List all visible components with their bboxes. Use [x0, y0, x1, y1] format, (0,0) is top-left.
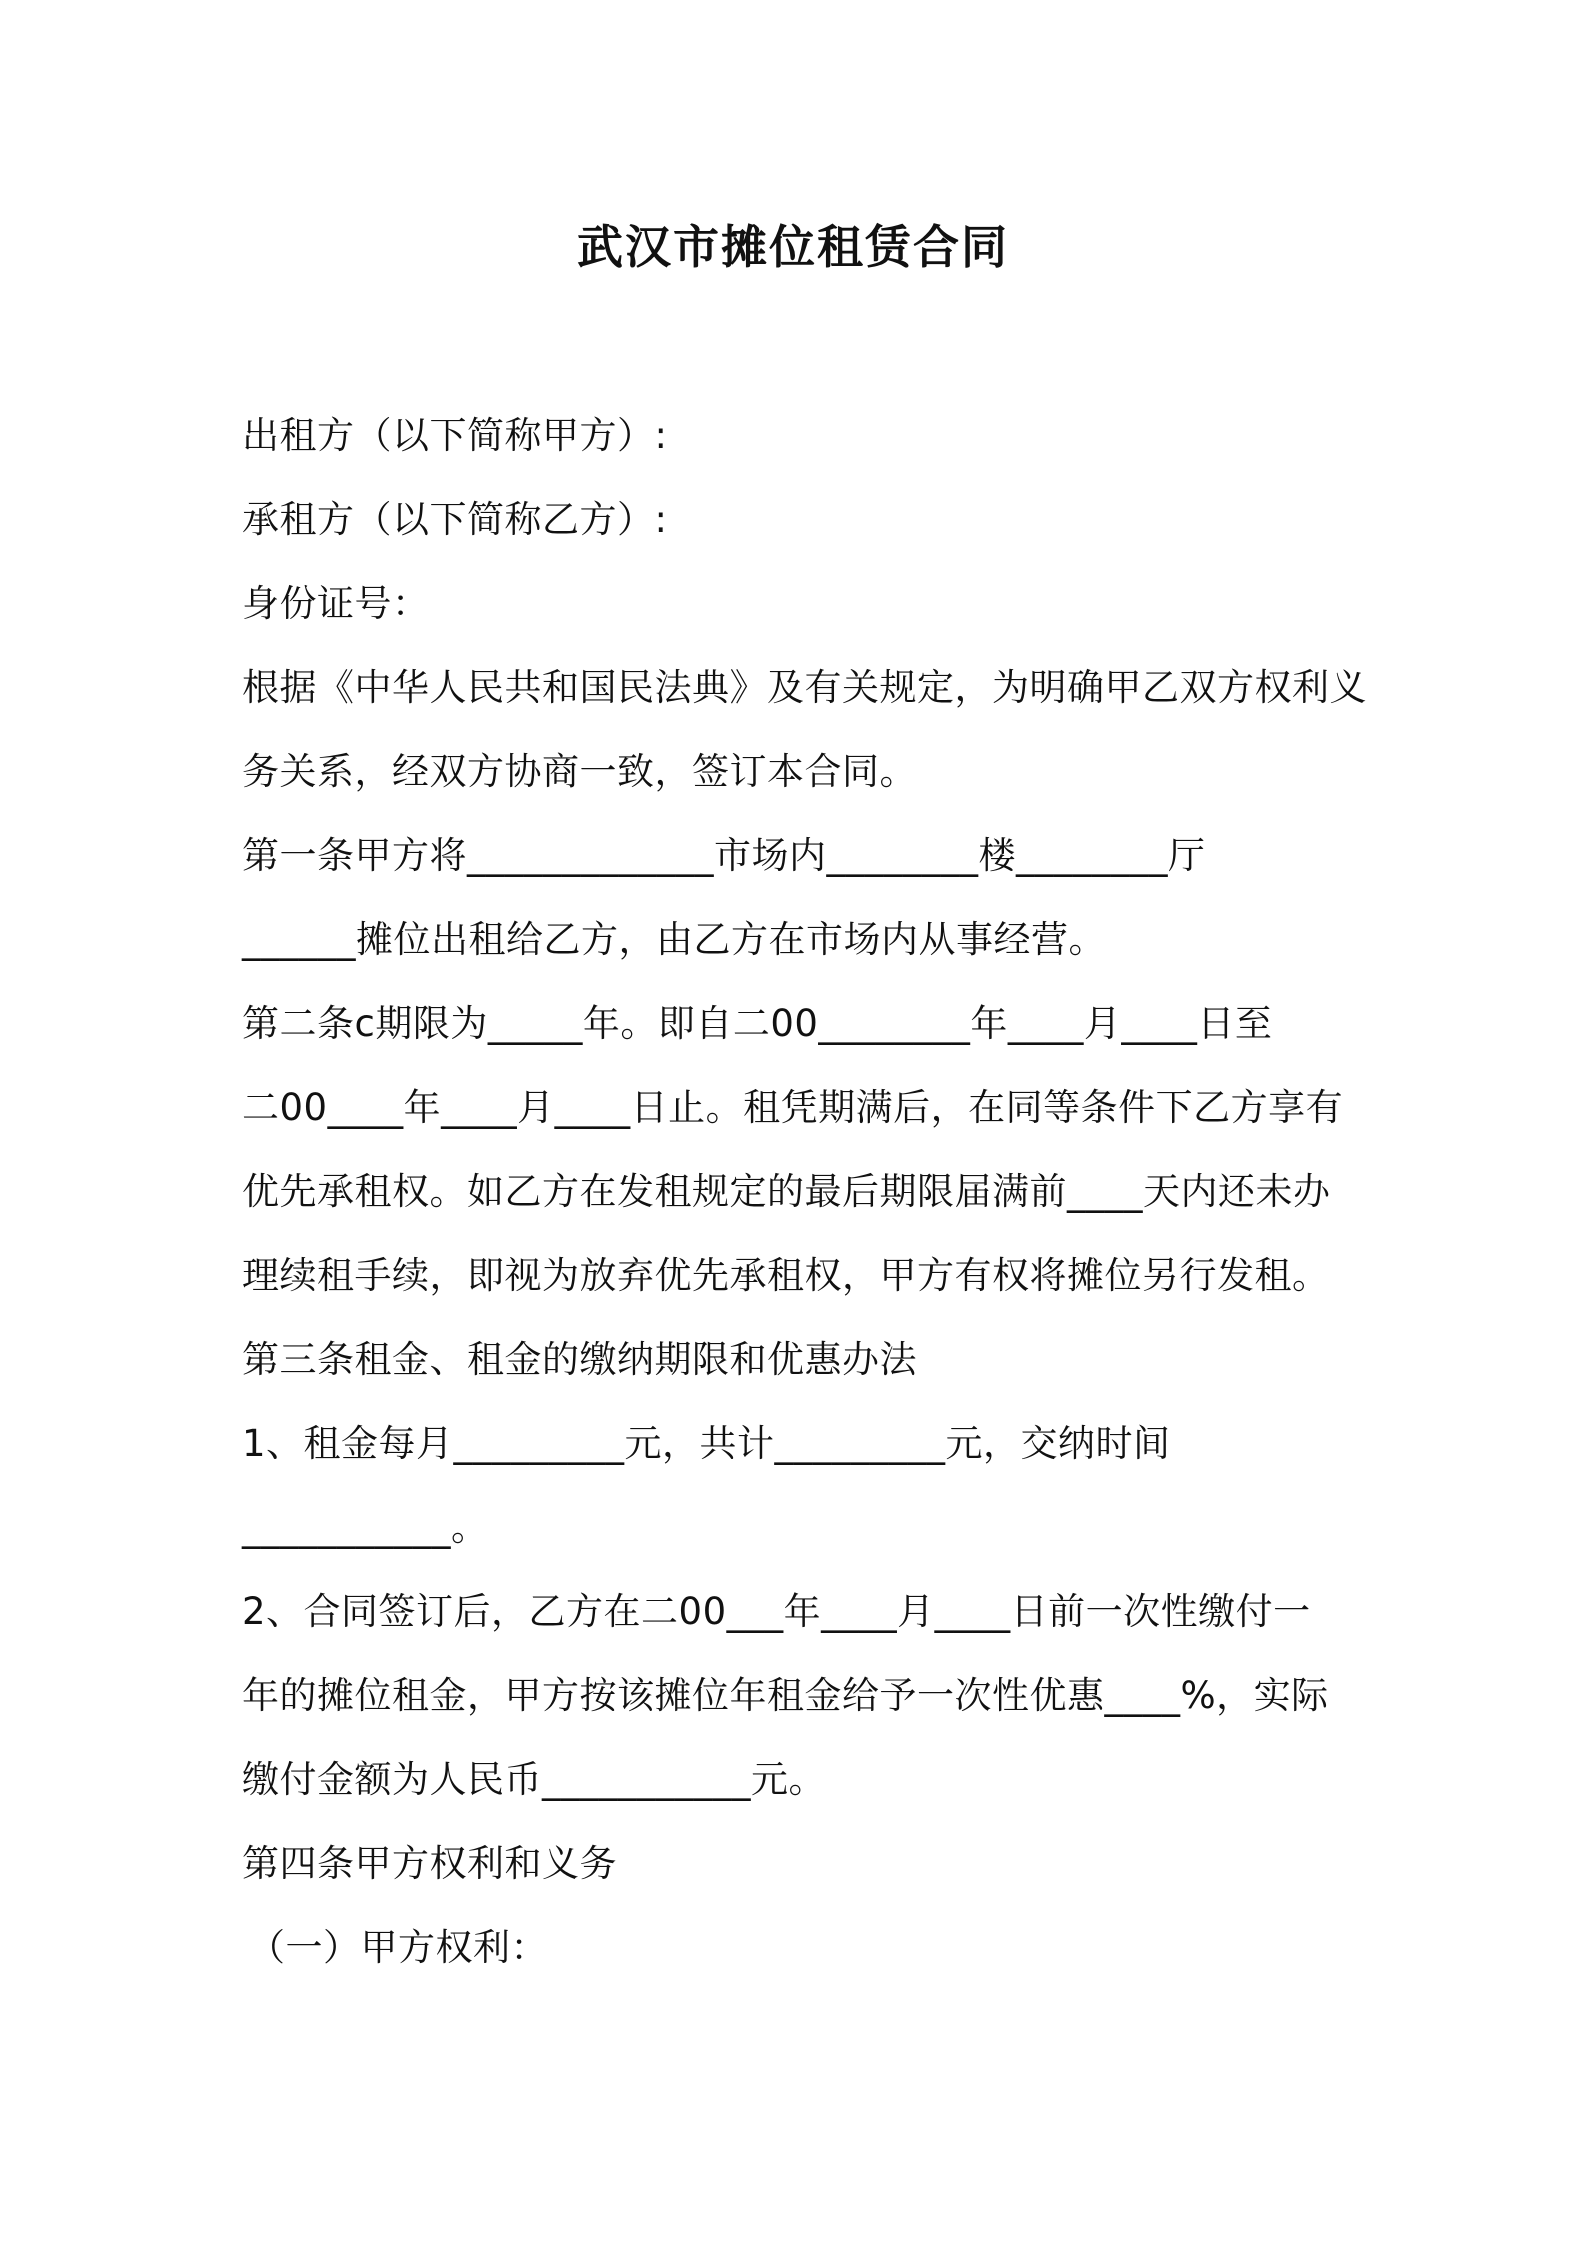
id-number-line: 身份证号：: [242, 582, 430, 625]
rent-clause-1-line-1: 1、租金每月_________元，共计_________元，交纳时间: [242, 1422, 1171, 1465]
rent-clause-2-line-3: 缴付金额为人民币___________元。: [242, 1758, 826, 1801]
rent-clause-1-line-2: ___________。: [242, 1506, 489, 1549]
article-3-heading: 第三条租金、租金的缴纳期限和优惠办法: [242, 1338, 917, 1381]
article-1-line-2: ______摊位出租给乙方，由乙方在市场内从事经营。: [242, 918, 1106, 961]
rent-clause-2-line-1: 2、合同签订后，乙方在二00___年____月____日前一次性缴付一: [242, 1590, 1311, 1633]
article-2-line-2: 二00____年____月____日止。租凭期满后，在同等条件下乙方享有: [242, 1086, 1344, 1129]
preamble-line-2: 务关系，经双方协商一致，签订本合同。: [242, 750, 917, 793]
article-2-line-3: 优先承租权。如乙方在发租规定的最后期限届满前____天内还未办: [242, 1170, 1331, 1213]
lessor-rights-heading: （一）甲方权利：: [248, 1926, 548, 1969]
preamble-line-1: 根据《中华人民共和国民法典》及有关规定，为明确甲乙双方权利义: [242, 666, 1367, 709]
rent-clause-2-line-2: 年的摊位租金，甲方按该摊位年租金给予一次性优惠____%，实际: [242, 1674, 1329, 1717]
article-4-heading: 第四条甲方权利和义务: [242, 1842, 617, 1885]
lessee-line: 承租方（以下简称乙方）:: [242, 498, 668, 541]
article-2-line-1: 第二条c期限为_____年。即自二00________年____月____日至: [242, 1002, 1273, 1045]
document-title: 武汉市摊位租赁合同: [577, 220, 1009, 274]
lessor-line: 出租方（以下简称甲方）:: [242, 414, 668, 457]
article-1-line-1: 第一条甲方将_____________市场内________楼________厅: [242, 834, 1206, 877]
article-2-line-4: 理续租手续，即视为放弃优先承租权，甲方有权将摊位另行发租。: [242, 1254, 1330, 1297]
